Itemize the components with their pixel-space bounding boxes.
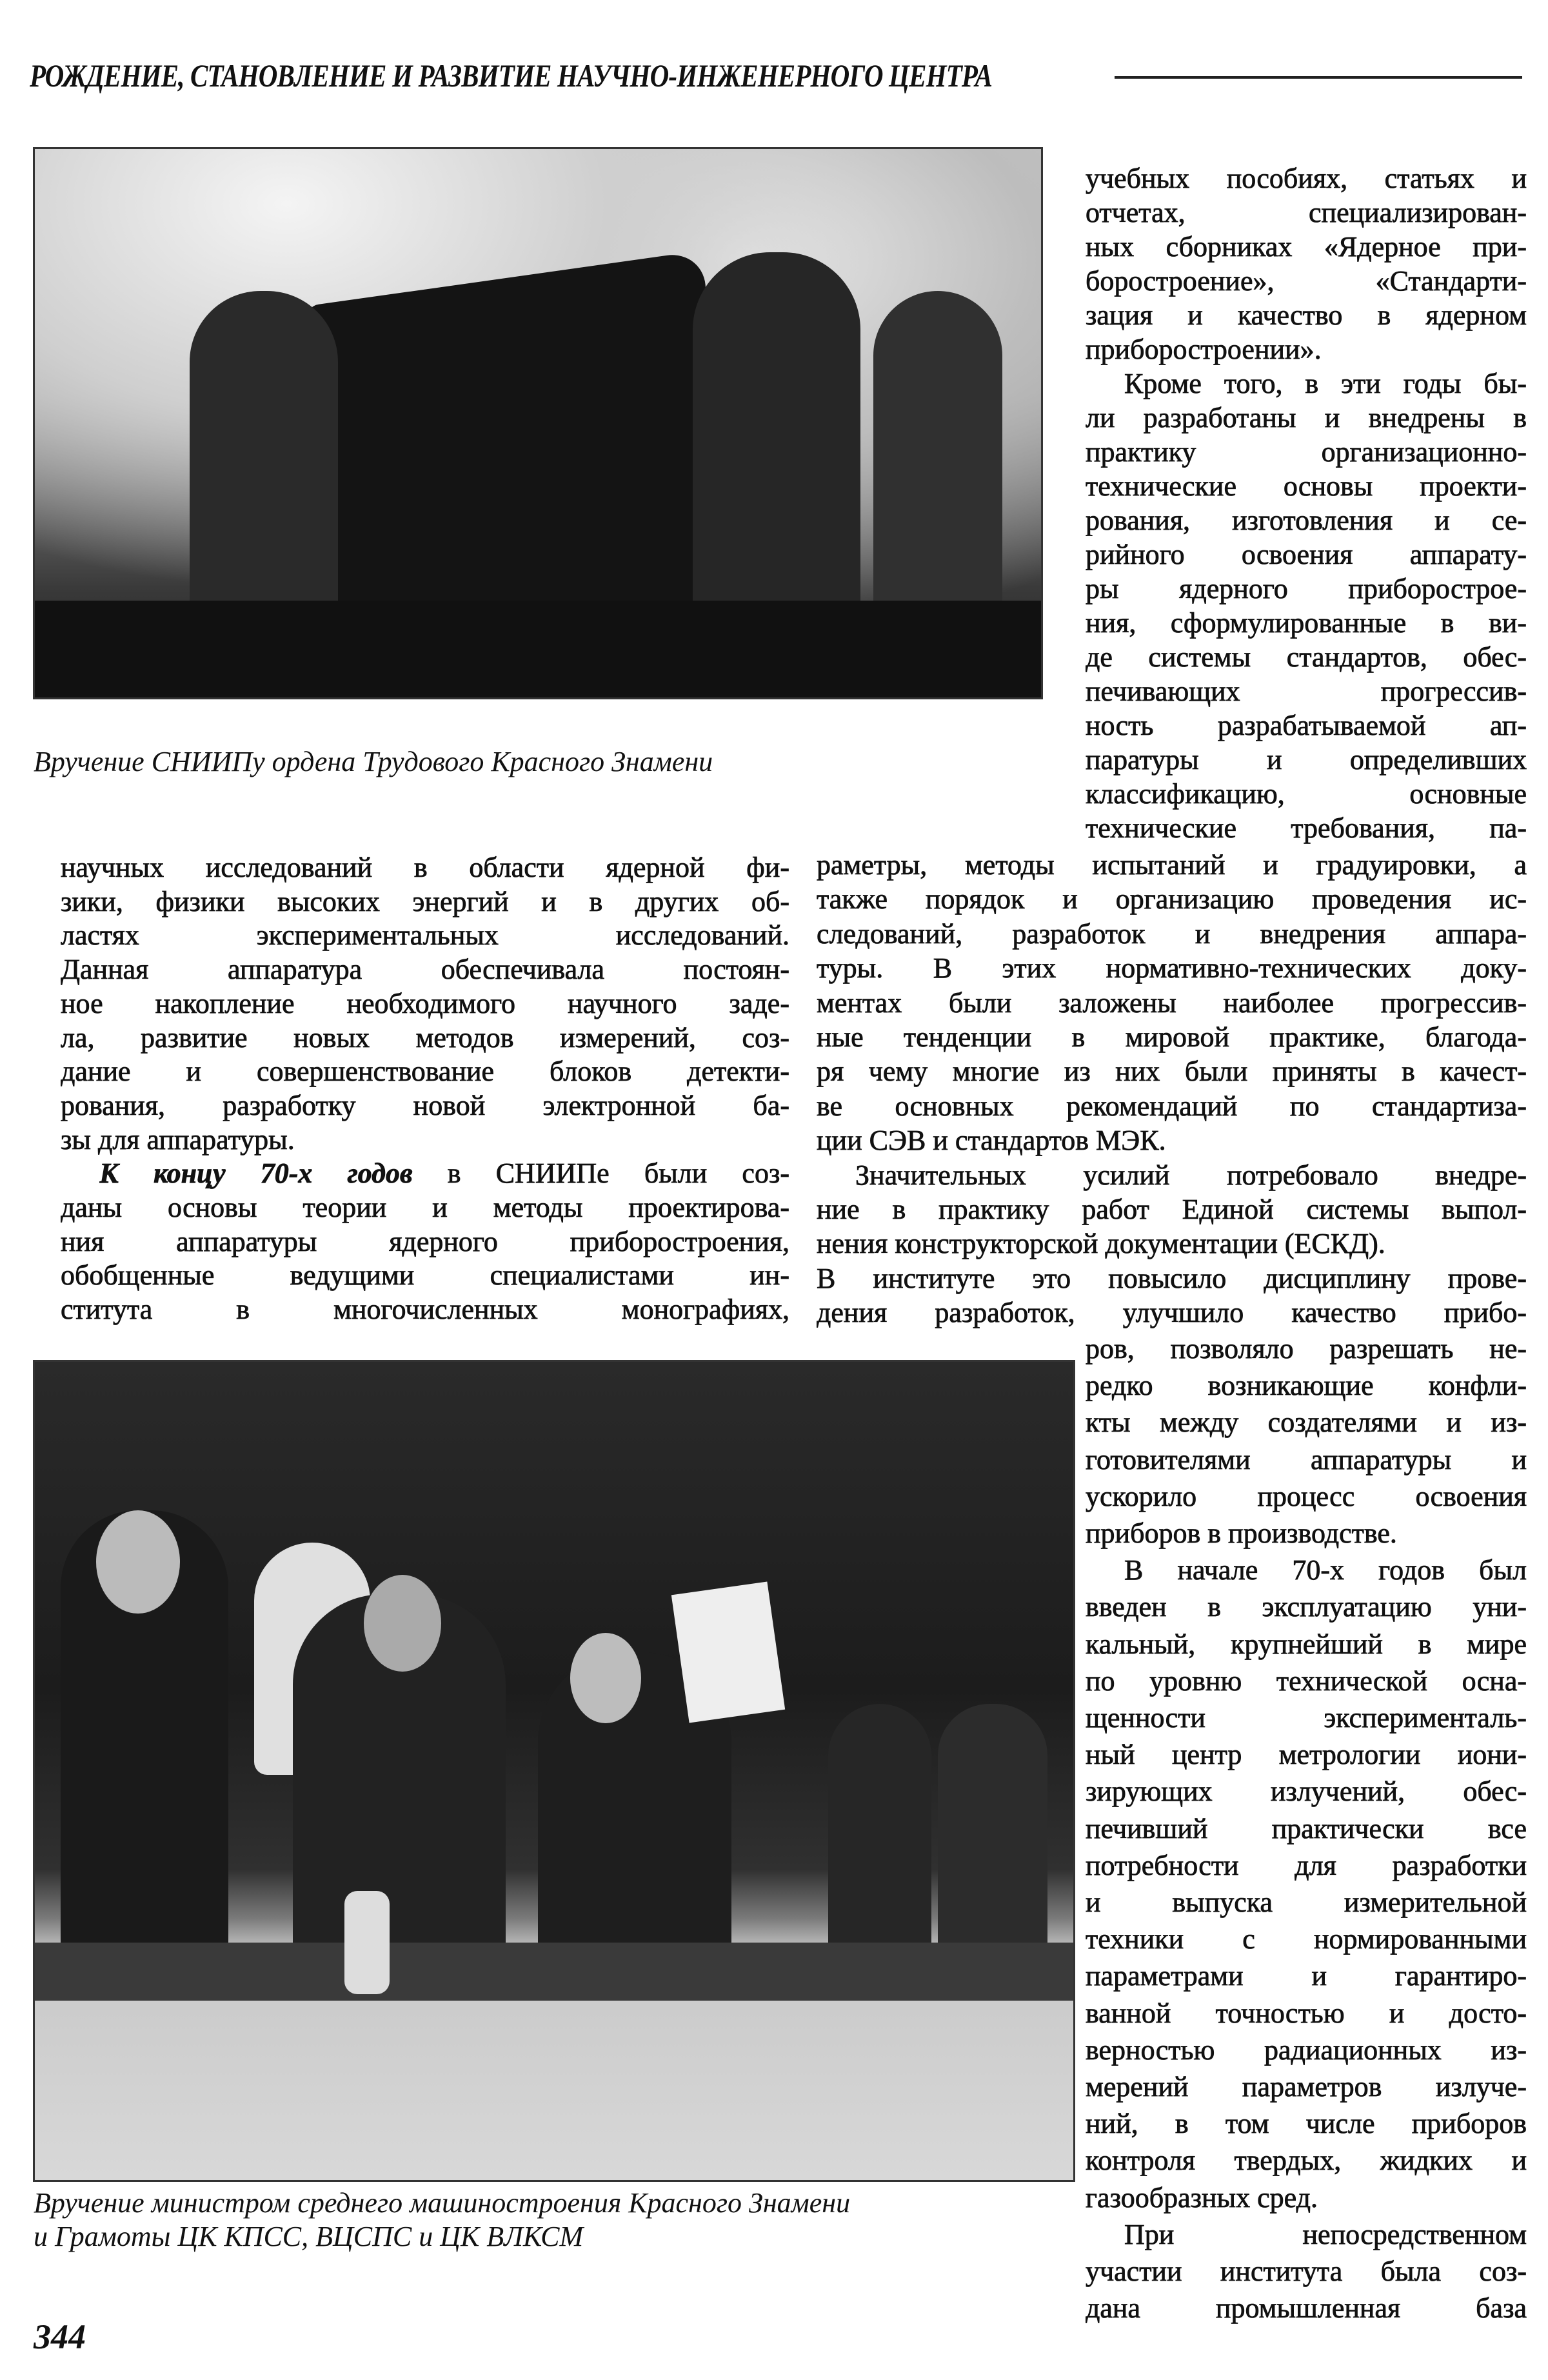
- text-line: классификацию, основные: [1086, 778, 1527, 810]
- text-line: дения разработок, улучшило качество прибо-: [817, 1297, 1527, 1328]
- text-line: щенности эксперименталь-: [1086, 1702, 1527, 1734]
- text-line: технические основы проекти-: [1086, 470, 1527, 502]
- photo-red-banner-ceremony: [33, 1360, 1075, 2182]
- face-shape: [570, 1633, 641, 1723]
- text-line: ные тенденции в мировой практике, благода-: [817, 1021, 1527, 1053]
- text-line: ния аппаратуры ядерного приборостроения,: [61, 1226, 789, 1257]
- text-line: раметры, методы испытаний и градуировки, а: [817, 849, 1527, 881]
- text-line: приборов в производстве.: [1086, 1517, 1397, 1549]
- text-line: ве основных рекомендаций по стандартиза-: [817, 1090, 1527, 1122]
- text-line: мерений параметров излуче-: [1086, 2071, 1527, 2103]
- text-line: контроля твердых, жидких и: [1086, 2145, 1527, 2176]
- emphasis-phrase: К концу 70-х годов: [99, 1157, 413, 1189]
- photo-caption: Вручение СНИИПу ордена Трудового Красного Знамени: [34, 746, 713, 777]
- text-line: ускорило процесс освоения: [1086, 1481, 1527, 1512]
- text-line: ла, развитие новых методов измерений, соз-: [61, 1022, 789, 1054]
- text-line: техники с нормированными: [1086, 1923, 1527, 1955]
- text-line: готовителями аппаратуры и: [1086, 1444, 1527, 1475]
- person-silhouette: [938, 1704, 1047, 1962]
- text-line: де системы стандартов, обес-: [1086, 641, 1527, 673]
- text-line: дана промышленная база: [1086, 2292, 1527, 2324]
- photo-order-award-ceremony: [33, 147, 1043, 699]
- text-line: зирующих излучений, обес-: [1086, 1775, 1527, 1807]
- text-line: кты между создателями и из-: [1086, 1406, 1527, 1438]
- text-line: Кроме того, в эти годы бы-: [1124, 368, 1527, 399]
- face-shape: [96, 1510, 180, 1614]
- text-line: редко возникающие конфли-: [1086, 1370, 1527, 1401]
- text-line: ное накопление необходимого научного заде-: [61, 988, 789, 1019]
- text-line: также порядок и организацию проведения ис-: [817, 883, 1527, 915]
- text-line: кальный, крупнейший в мире: [1086, 1628, 1527, 1660]
- text-line: обобщенные ведущими специалистами ин-: [61, 1259, 789, 1291]
- text-line: ных сборниках «Ядерное при-: [1086, 231, 1527, 263]
- text-line: ный центр метрологии иони-: [1086, 1739, 1527, 1770]
- text-line: учебных пособиях, статьях и: [1086, 163, 1527, 194]
- text-line: рования, разработку новой электронной ба-: [61, 1090, 789, 1121]
- text-line: паратуры и определивших: [1086, 744, 1527, 775]
- text-line: даны основы теории и методы проектирова-: [61, 1192, 789, 1223]
- text-line: научных исследований в области ядерной фи-: [61, 852, 789, 883]
- text-line: дание и совершенствование блоков детекти-: [61, 1055, 789, 1087]
- person-silhouette: [828, 1704, 931, 1962]
- photo-caption: Вручение министром среднего машиностроения Красного Знамени: [34, 2187, 851, 2219]
- text-line: участии института была соз-: [1086, 2255, 1527, 2287]
- text-line: В начале 70-х годов был: [1124, 1554, 1527, 1586]
- text-line: верностью радиационных из-: [1086, 2034, 1527, 2066]
- text-line: следований, разработок и внедрения аппара-: [817, 918, 1527, 950]
- text-line: ния, сформулированные в ви-: [1086, 607, 1527, 639]
- text-line: [99, 1157, 789, 1190]
- text-fragment: в СНИИПе были соз-: [412, 1157, 789, 1189]
- presidium-table: [35, 1943, 1073, 2001]
- text-line: ментах были заложены наиболее прогрессив-: [817, 987, 1527, 1019]
- audience-shape: [35, 601, 1041, 697]
- photo-caption: и Грамоты ЦК КПСС, ВЦСПС и ЦК ВЛКСМ: [34, 2221, 584, 2252]
- text-line: ность разрабатываемой ап-: [1086, 710, 1527, 741]
- text-line: рийного освоения аппарату-: [1086, 539, 1527, 570]
- text-line: приборостроении».: [1086, 334, 1322, 365]
- text-line: ря чему многие из них были приняты в качест-: [817, 1055, 1527, 1087]
- header-rule: [1115, 76, 1522, 79]
- text-line: боростроение», «Стандарти-: [1086, 265, 1527, 297]
- page-number: 344: [34, 2317, 86, 2356]
- text-line: При непосредственном: [1124, 2219, 1527, 2250]
- text-line: рования, изготовления и се-: [1086, 505, 1527, 536]
- vase-shape: [344, 1891, 390, 1994]
- text-line: печивший практически все: [1086, 1813, 1527, 1845]
- text-line: нения конструкторской документации (ЕСКД).: [817, 1228, 1385, 1259]
- text-line: технические требования, па-: [1086, 812, 1527, 844]
- text-line: ции СЭВ и стандартов МЭК.: [817, 1125, 1166, 1156]
- text-line: параметрами и гарантиро-: [1086, 1960, 1527, 1992]
- text-line: Значительных усилий потребовало внедре-: [855, 1159, 1527, 1191]
- text-line: газообразных сред.: [1086, 2182, 1318, 2214]
- text-line: ров, позволяло разрешать не-: [1086, 1333, 1527, 1365]
- text-line: ний, в том числе приборов: [1086, 2108, 1527, 2139]
- running-header: РОЖДЕНИЕ, СТАНОВЛЕНИЕ И РАЗВИТИЕ НАУЧНО-ИНЖЕНЕРНОГО ЦЕНТРА: [30, 57, 993, 94]
- text-line: ванной точностью и досто-: [1086, 1997, 1527, 2029]
- face-shape: [364, 1575, 441, 1672]
- text-line: зация и качество в ядерном: [1086, 299, 1527, 331]
- text-line: туры. В этих нормативно-технических доку-: [817, 952, 1527, 984]
- text-line: практику организационно-: [1086, 436, 1527, 468]
- text-line: печивающих прогрессив-: [1086, 675, 1527, 707]
- text-line: отчетах, специализирован-: [1086, 197, 1527, 228]
- text-line: ние в практику работ Единой системы выпол-: [817, 1194, 1527, 1225]
- text-line: В институте это повысило дисциплину прове-: [817, 1263, 1527, 1294]
- text-line: потребности для разработки: [1086, 1850, 1527, 1881]
- text-line: зы для аппаратуры.: [61, 1124, 295, 1155]
- certificate-shape: [671, 1582, 785, 1723]
- text-line: ли разработаны и внедрены в: [1086, 402, 1527, 434]
- text-line: и выпуска измерительной: [1086, 1886, 1527, 1918]
- text-line: Данная аппаратура обеспечивала постоян-: [61, 954, 789, 985]
- text-line: по уровню технической осна-: [1086, 1665, 1527, 1697]
- text-line: введен в эксплуатацию уни-: [1086, 1591, 1527, 1623]
- text-line: ры ядерного приборострое-: [1086, 573, 1527, 605]
- text-line: зики, физики высоких энергий и в других об-: [61, 886, 789, 917]
- text-line: ститута в многочисленных монографиях,: [61, 1294, 789, 1325]
- text-line: ластях экспериментальных исследований.: [61, 919, 789, 951]
